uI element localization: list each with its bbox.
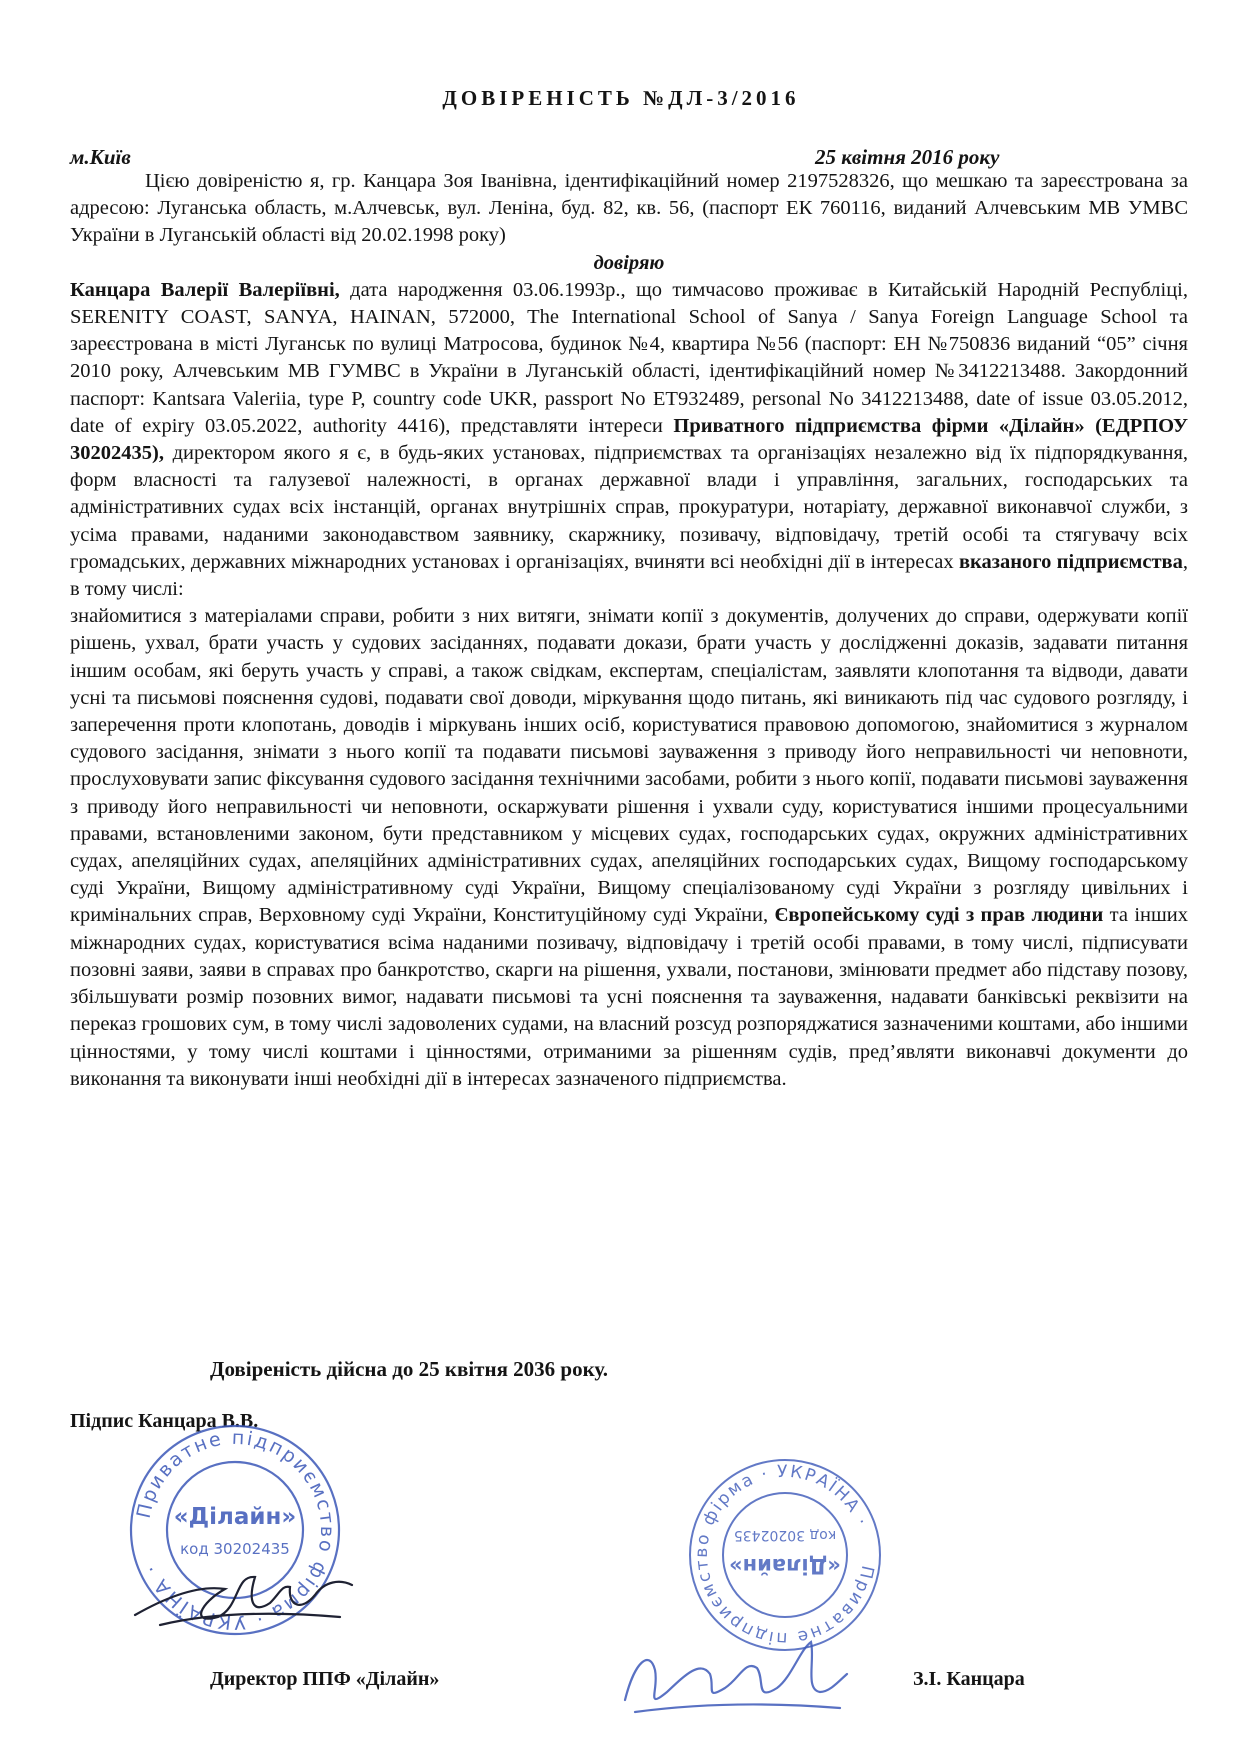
director-label: Директор ППФ «Ділайн» <box>210 1668 440 1690</box>
document-place: м.Київ <box>70 145 131 169</box>
powers-text-2: та інших міжнародних судах, користуватися всіма наданими позивачу, відповідачу і третій особі правами, в тому числі, підписувати позовні заяви, заяви в справах про банкротство, скарги на рішення, ухвали, постанови, змінювати предмет або підставу позову, збільшувати розмір позовних вимог, надавати письмові та усні пояснення та зауваження, надавати банківські реквізити на переказ грошових сум, в тому числі задоволених судами, на власний розсуд розпоряджатися зазначеними коштами, або іншими цінностями, у тому числі коштами і цінностями, отриманими за рішенням судів, пред’являти виконавчі документи до виконання та виконувати інші необхідні дії в інтересах зазначеного підприємства. <box>70 904 1188 1090</box>
powers-paragraph <box>70 603 1188 1093</box>
trustee-text-3: , в тому числі: <box>70 550 1188 601</box>
intro-paragraph: Цією довіреністю я, гр. Канцара Зоя Іванівна, ідентифікаційний номер 2197528326, що мешкаю та зареєстрована за адресою: Луганська область, м.Алчевськ, вул. Леніна, буд. 82, кв. 56, (паспорт ЕК 760116, виданий Алчевським МВ УМВС України в Луганській області від 20.02.1998 року) <box>70 170 1188 247</box>
validity-statement: Довіреність дійсна до 25 квітня 2036 року. <box>210 1357 609 1381</box>
trustee-name: Канцара Валерії Валеріївні, <box>70 278 340 301</box>
stamp-name: «Ділайн» <box>173 1504 297 1530</box>
signature-left <box>130 1555 360 1635</box>
stamp-code-right: код 30202435 <box>733 1527 837 1543</box>
trustee-text-1: дата народження 03.06.1993р., що тимчасово проживає в Китайській Народній Республіці, SERENITY COAST, SANYA, HAINAN, 572000, The International School of Sanya / Sanya Foreign Language School та зареєстрована в місті Луганськ по вулиці Матросова, будинок №4, квартира №56 (паспорт: ЕН №750836 виданий “05” січня 2010 року, Алчевським МВ ГУМВС в України в Луганській області, ідентифікаційний номер №3412213488. Закордонний паспорт: Kantsara Valeriia, type P, country code UKR, passport No ET932489, personal No 3412213488, date of issue 03.05.2012, date of expiry 03.05.2022, authority 4416), представляти інтереси <box>70 278 1188 437</box>
signer-name: З.І. Канцара <box>913 1668 1025 1690</box>
stamp-code: код 30202435 <box>180 1540 290 1558</box>
company-stamp-right <box>685 1455 885 1655</box>
powers-text-1: знайомитися з матеріалами справи, робити з них витяги, знімати копії з документів, долучених до справи, одержувати копії рішень, ухвал, брати участь у судових засіданнях, подавати докази, брати участь у дослідженні доказів, задавати питання іншим особам, які беруть участь у справі, а також свідкам, експертам, спеціалістам, заявляти клопотання та відводи, давати усні та письмові пояснення судові, подавати свої доводи, міркування щодо питань, які виникають під час судового розгляду, і заперечення проти клопотань, доводів і міркувань інших осіб, користуватися правовою допомогою, знайомитися з журналом судового засідання, знімати з нього копії та подавати письмові зауваження з приводу його неправильності чи неповноти, прослуховувати запис фіксування судового засідання технічними засобами, робити з нього копії, подавати письмові зауваження з приводу його неправильності чи неповноти, оскаржувати рішення і ухвали суду, користуватися іншими процесуальними правами, встановленими законом, бути представником у місцевих судах, господарських судах, окружних адміністративних судах, апеляційних судах, апеляційних адміністративних судах, апеляційних господарських судах, Вищому господарському суді України, Вищому адміністративному суді України, Вищому спеціалізованому суді України з розгляду цивільних і кримінальних справ, Верховному суді України, Конституційному суді України, <box>70 605 1188 927</box>
trustee-paragraph <box>70 277 1188 603</box>
signature-right <box>615 1630 855 1725</box>
document-date: 25 квітня 2016 року <box>815 145 1000 169</box>
stamp-ring-text-right: Приватне підприємство фірма · УКРАЇНА · <box>691 1461 878 1649</box>
echr-ref: Європейському суді з прав людини <box>774 904 1104 927</box>
stamp-ring-text: Приватне підприємство фірма · УКРАЇНА · <box>132 1426 339 1634</box>
stamp-name-right: «Ділайн» <box>729 1554 841 1578</box>
document-body <box>70 168 1188 1093</box>
document-title: ДОВІРЕНІСТЬ №ДЛ-3/2016 <box>442 86 800 110</box>
company-name: Приватного підприємства фірми «Ділайн» (ЕДРПОУ 30202435), <box>70 414 1188 465</box>
signature-label: Підпис Канцара В.В. <box>70 1410 259 1432</box>
enterprise-ref: вказаного підприємства <box>958 550 1183 573</box>
trustee-text-2: директором якого я є, в будь-яких установах, підприємствах та організаціях незалежно від їх підпорядкування, форм власності та галузевої належності, в органах державної влади і управління, загальних, господарських та адміністративних судах всіх інстанцій, органах внутрішніх справ, прокуратури, нотаріату, державної виконавчої служби, з усіма правами, наданими законодавством заявнику, скаржнику, позивачу, відповідачу, третій особі та стягувачу всіх громадських, державних міжнародних установах і організаціях, вчиняти всі необхідні дії в інтересах <box>70 442 1188 573</box>
trust-word: довіряю <box>593 251 665 274</box>
